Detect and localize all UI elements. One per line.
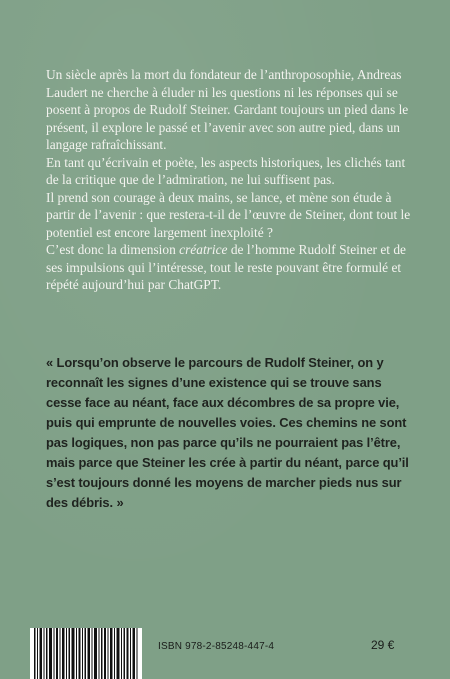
barcode-bars	[30, 628, 142, 679]
intro-paragraph-4-start: C’est donc la dimension	[46, 242, 180, 257]
intro-paragraph-4	[46, 241, 418, 294]
barcode	[30, 628, 142, 679]
pull-quote: « Lorsqu’on observe le parcours de Rudolf Steiner, on y reconnaît les signes d’une existence qui se trouve sans cesse face au néant, face aux décombres de sa propre vie, puis qui emprunte de nouvelles voies. Ces chemins ne sont pas logiques, non pas parce qu’ils ne pourraient pas l’être, mais parce que Steiner les crée à partir du néant, parce qu’il s’est toujours donné les moyens de marcher pieds nus sur des débris. »	[46, 355, 409, 510]
price-label: 29 €	[371, 638, 395, 652]
intro-text	[46, 66, 418, 294]
intro-paragraph-4-end: de l’homme Rudolf Steiner et de ses impulsions qui l’intéresse, tout le reste pouvant être formulé et répété aujourd’hui par ChatGPT.	[46, 242, 406, 292]
isbn-number: ISBN 978-2-85248-447-4	[158, 641, 275, 652]
intro-paragraph-3: Il prend son courage à deux mains, se lance, et mène son étude à partir de l’avenir : que restera-t-il de l’œuvre de Steiner, dont tout le potentiel est encore largement inexploité ?	[46, 189, 411, 240]
intro-paragraph-2: En tant qu’écrivain et poète, les aspects historiques, les clichés tant de la critique que de l’admiration, ne lui suffisent pas.	[46, 154, 406, 187]
intro-italic-word: créatrice	[179, 242, 228, 257]
intro-paragraph-1: Un siècle après la mort du fondateur de l’anthroposophie, Andreas Laudert ne cherche à éluder ni les questions ni les réponses qui se posent à propos de Rudolf Steiner. Gardant toujours un pied dans le présent, il explore le passé et l’avenir avec son autre pied, dans un langage rafraîchissant.	[46, 67, 409, 152]
